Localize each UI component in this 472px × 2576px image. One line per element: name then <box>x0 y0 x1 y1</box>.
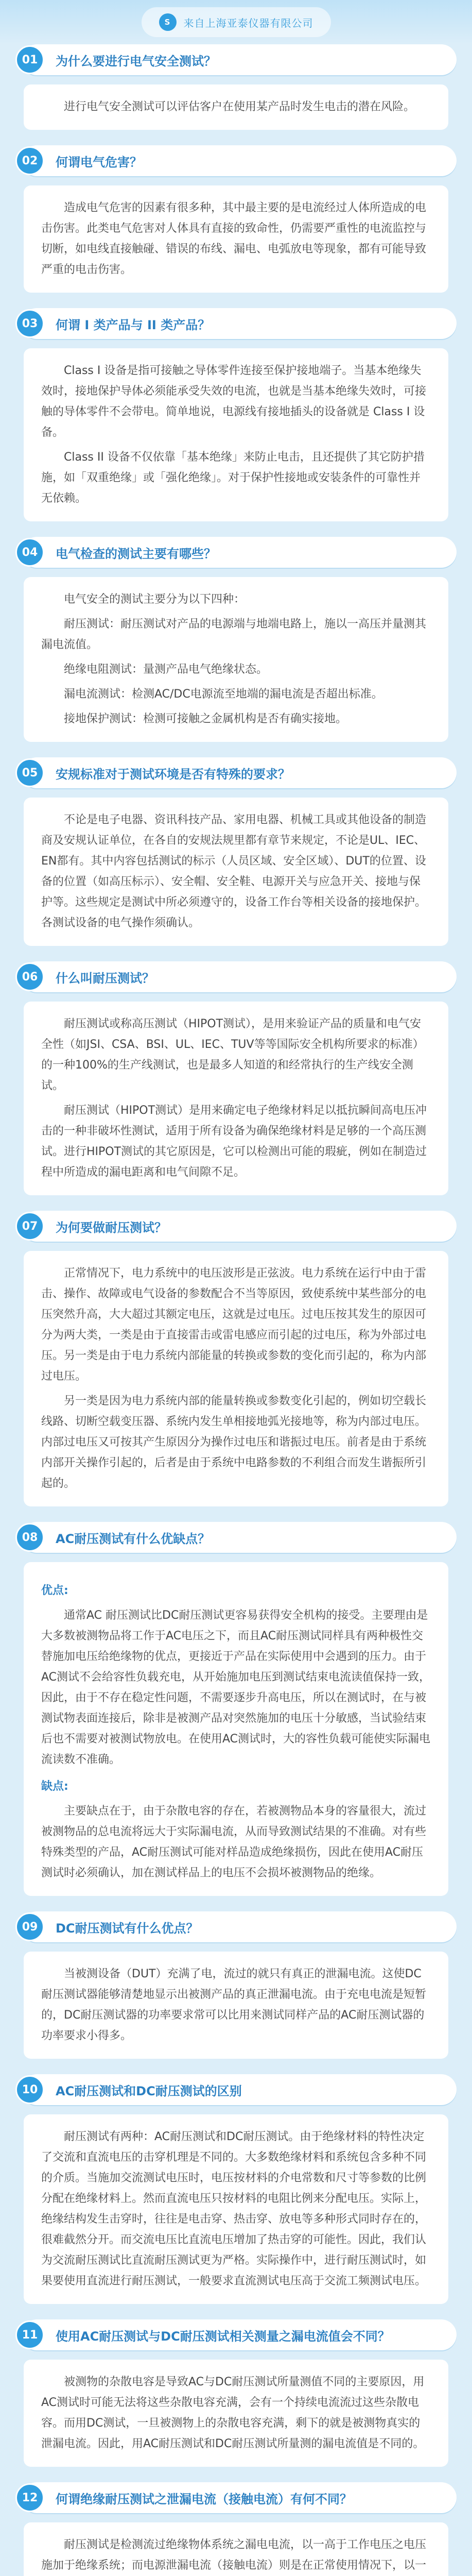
question-bar <box>22 1911 457 1942</box>
question-number-badge: 01 <box>15 45 44 74</box>
question-number-badge: 07 <box>15 1212 44 1241</box>
answer-box <box>24 2360 448 2467</box>
question-number-badge: 09 <box>15 1912 44 1941</box>
answer-paragraph: 被测物的杂散电容是导致AC与DC耐压测试所量测值不同的主要原因，用AC测试时可能无法将这些杂散电容充满，会有一个持续电流流过这些杂散电容。而用DC测试，一旦被测物上的杂散电容充满，剩下的就是被测物真实的泄漏电流。因此，用AC耐压测试和DC耐压测试所量测的漏电流值是不同的。 <box>41 2376 425 2450</box>
faq-item <box>15 2482 457 2576</box>
question-number-badge: 04 <box>15 538 44 567</box>
answer-paragraph: 耐压测试是检测流过绝缘物体系统之漏电电流，以一高于工作电压之电压施加于绝缘系统；而电源泄漏电流（接触电流）则是在正常使用情况下，以一 <box>41 2538 427 2572</box>
question-number-badge: 10 <box>15 2075 44 2104</box>
answer-box <box>24 1562 448 1896</box>
question-bar <box>22 2482 457 2513</box>
question-text: 电气检查的测试主要有哪些？ <box>56 546 216 561</box>
question-text: AC耐压测试有什么优缺点？ <box>56 1531 211 1546</box>
answer-box <box>24 84 448 130</box>
question-text: 为何要做耐压测试？ <box>56 1220 167 1235</box>
faq-item <box>15 961 457 1195</box>
faq-item <box>15 2074 457 2304</box>
question-bar <box>22 2319 457 2350</box>
header-bar <box>0 0 472 44</box>
answer-paragraph: 优点: <box>41 1584 68 1597</box>
faq-item <box>15 1911 457 2059</box>
question-text: 使用AC耐压测试与DC耐压测试相关测量之漏电流值会不同？ <box>56 2329 390 2344</box>
answer-paragraph: Class I 设备是指可接触之导体零件连接至保护接地端子。当基本绝缘失效时，接地保护导体必须能承受失效的电流，也就是当基本绝缘失效时，可接触的导体零件不会带电。简单地说，电源线有接地插头的设备就是 Class I 设备。 <box>41 364 427 439</box>
question-number-badge: 06 <box>15 962 44 991</box>
faq-item <box>15 44 457 130</box>
question-bar <box>22 44 457 75</box>
answer-paragraph: 接地保护测试：检测可接触之金属机构是否有确实接地。 <box>64 713 347 725</box>
question-text: 何谓 I 类产品与 II 类产品？ <box>56 317 211 332</box>
faq-item <box>15 1211 457 1506</box>
answer-box <box>24 577 448 742</box>
question-number-badge: 08 <box>15 1523 44 1552</box>
question-bar <box>22 537 457 568</box>
question-text: AC耐压测试和DC耐压测试的区别 <box>56 2083 242 2098</box>
faq-item <box>15 308 457 521</box>
answer-paragraph: 耐压测试（HIPOT测试）是用来确定电子绝缘材料足以抵抗瞬间高电压冲击的一种非破坏性测试，适用于所有设备为确保绝缘材料是足够的一个高压测试。进行HIPOT测试的其它原因是，它可以检测出可能的瑕疵，例如在制造过程中所造成的漏电距离和电气间隙不足。 <box>41 1104 427 1179</box>
faq-item <box>15 2319 457 2467</box>
faq-list <box>0 44 472 2576</box>
faq-item <box>15 537 457 742</box>
answer-paragraph: Class II 设备不仅依靠「基本绝缘」来防止电击，且还提供了其它防护措施，如「双重绝缘」或「强化绝缘」。对于保护性接地或安装条件的可靠性并无依赖。 <box>41 451 425 505</box>
question-number-badge: 03 <box>15 309 44 338</box>
answer-box <box>24 348 448 521</box>
faq-item <box>15 145 457 293</box>
answer-paragraph: 缺点: <box>41 1780 68 1793</box>
question-bar <box>22 145 457 176</box>
question-bar <box>22 2074 457 2105</box>
company-logo-icon: S <box>159 13 177 31</box>
answer-paragraph: 另一类是因为电力系统内部的能量转换或参数变化引起的，例如切空载长线路、切断空载变压器、系统内发生单相接地弧光接地等，称为内部过电压。内部过电压又可按其产生原因分为操作过电压和谐振过电压。前者是由于系统内部开关操作引起的，后者是由于系统中电路参数的不利组合而发生谐振所引起的。 <box>41 1395 427 1490</box>
question-bar <box>22 961 457 992</box>
answer-paragraph: 造成电气危害的因素有很多种，其中最主要的是电流经过人体所造成的电击伤害。此类电气危害对人体具有直接的致命性，仍需要严重性的电流监控与切断，如电线直接触碰、错误的布线、漏电、电弧放电等现象，都有可能导致严重的电击伤害。 <box>41 201 427 276</box>
question-text: 为什么要进行电气安全测试？ <box>56 54 216 69</box>
faq-item <box>15 1522 457 1896</box>
answer-paragraph: 耐压测试或称高压测试（HIPOT测试），是用来验证产品的质量和电气安全性（如JSI、CSA、BSI、UL、IEC、TUV等等国际安全机构所要求的标准）的一种100%的生产线测试，也是最多人知道的和经常执行的生产线安全测试。 <box>41 1018 424 1092</box>
answer-paragraph: 电气安全的测试主要分为以下四种： <box>64 593 246 606</box>
header-title: 来自上海亚泰仪器有限公司 <box>183 16 313 29</box>
answer-paragraph: 正常情况下，电力系统中的电压波形是正弦波。电力系统在运行中由于雷击、操作、故障或电气设备的参数配合不当等原因，致使系统中某些部分的电压突然升高，大大超过其额定电压，这就是过电压。过电压按其发生的原因可分为两大类，一类是由于直接雷击或雷电感应而引起的过电压，称为外部过电压。另一类是由于电力系统内部能量的转换或参数的变化而引起的，称为内部过电压。 <box>41 1267 427 1383</box>
answer-box <box>24 1002 448 1195</box>
answer-box <box>24 2114 448 2304</box>
question-text: DC耐压测试有什么优点？ <box>56 1921 199 1936</box>
answer-paragraph: 绝缘电阻测试：量测产品电气绝缘状态。 <box>64 663 268 676</box>
question-bar <box>22 308 457 339</box>
question-bar <box>22 1522 457 1553</box>
question-bar <box>22 757 457 788</box>
answer-box <box>24 1251 448 1506</box>
answer-box <box>24 798 448 946</box>
question-bar <box>22 1211 457 1242</box>
answer-paragraph: 漏电流测试：检测AC/DC电源流至地端的漏电流是否超出标准。 <box>64 688 383 701</box>
question-number-badge: 12 <box>15 2483 44 2512</box>
answer-box <box>24 185 448 293</box>
question-number-badge: 02 <box>15 146 44 175</box>
answer-paragraph: 当被测设备（DUT）充满了电，流过的就只有真正的泄漏电流。这使DC耐压测试器能够清楚地显示出被测产品的真正泄漏电流。由于充电电流是短暂的，DC耐压测试器的功率要求常可以比用来测试同样产品的AC耐压测试器的功率要求小得多。 <box>41 1968 427 2042</box>
header-pill <box>142 7 331 37</box>
faq-item <box>15 757 457 946</box>
answer-paragraph: 不论是电子电器、资讯科技产品、家用电器、机械工具或其他设备的制造商及安规认证单位，在各自的安规法规里都有章节来规定，不论是UL、IEC、EN都有。其中内容包括测试的标示（人员区域、安全区域）、DUT的位置、设备的位置（如高压标示）、安全帽、安全鞋、电源开关与应急开关、接地与保护等。这些规定是测试中所必须遵守的，设备工作台等相关设备的接地保护。各测试设备的电气操作须确认。 <box>41 814 427 929</box>
answer-box <box>24 1952 448 2059</box>
answer-paragraph: 主要缺点在于，由于杂散电容的存在，若被测物品本身的容量很大，流过被测物品的总电流将远大于实际漏电流，从而导致测试结果的不准确。对有些特殊类型的产品，AC耐压测试可能对样品造成绝缘损伤，因此在使用AC耐压测试时必须确认，加在测试样品上的电压不会损坏被测物品的绝缘。 <box>41 1805 427 1879</box>
answer-paragraph: 进行电气安全测试可以评估客户在使用某产品时发生电击的潜在风险。 <box>64 100 415 113</box>
question-text: 安规标准对于测试环境是否有特殊的要求？ <box>56 767 290 782</box>
answer-paragraph: 耐压测试有两种：AC耐压测试和DC耐压测试。由于绝缘材料的特性决定了交流和直流电压的击穿机理是不同的。大多数绝缘材料和系统包含多种不同的介质。当施加交流测试电压时，电压按材料的介电常数和尺寸等参数的比例分配在绝缘材料上。然而直流电压只按材料的电阻比例来分配电压。实际上，绝缘结构发生击穿时，往往是电击穿、热击穿、放电等多种形式同时存在的，很难截然分开。而交流电压比直流电压增加了热击穿的可能性。因此，我们认为交流耐压测试比直流耐压测试更为严格。实际操作中，进行耐压测试时，如果要使用直流进行耐压测试，一般要求直流测试电压高于交流工频测试电压。 <box>41 2130 427 2287</box>
question-text: 何谓电气危害？ <box>56 155 142 170</box>
question-number-badge: 05 <box>15 758 44 787</box>
question-number-badge: 11 <box>15 2320 44 2349</box>
question-text: 何谓绝缘耐压测试之泄漏电流（接触电流）有何不同？ <box>56 2492 352 2506</box>
answer-box <box>24 2522 448 2576</box>
answer-paragraph: 耐压测试：耐压测试对产品的电源端与地端电路上，施以一高压并量测其漏电流值。 <box>41 618 427 651</box>
answer-paragraph: 通常AC 耐压测试比DC耐压测试更容易获得安全机构的接受。主要理由是大多数被测物品将工作于AC电压之下，而且AC耐压测试同样具有两种极性交替施加电压给绝缘物的优点，更接近于产品在实际使用中会遇到的压力。由于AC测试不会给容性负载充电，从开始施加电压到测试结束电流读值保持一致，因此，由于不存在稳定性问题，不需要逐步升高电压，所以在测试时，在与被测试物表面连接后，除非是被测产品对突然施加的电压十分敏感，当试验结束后也不需要对被测试物放电。在使用AC测试时，大的容性负载可能使实际漏电流读数不准确。 <box>41 1609 431 1766</box>
question-text: 什么叫耐压测试？ <box>56 971 154 986</box>
